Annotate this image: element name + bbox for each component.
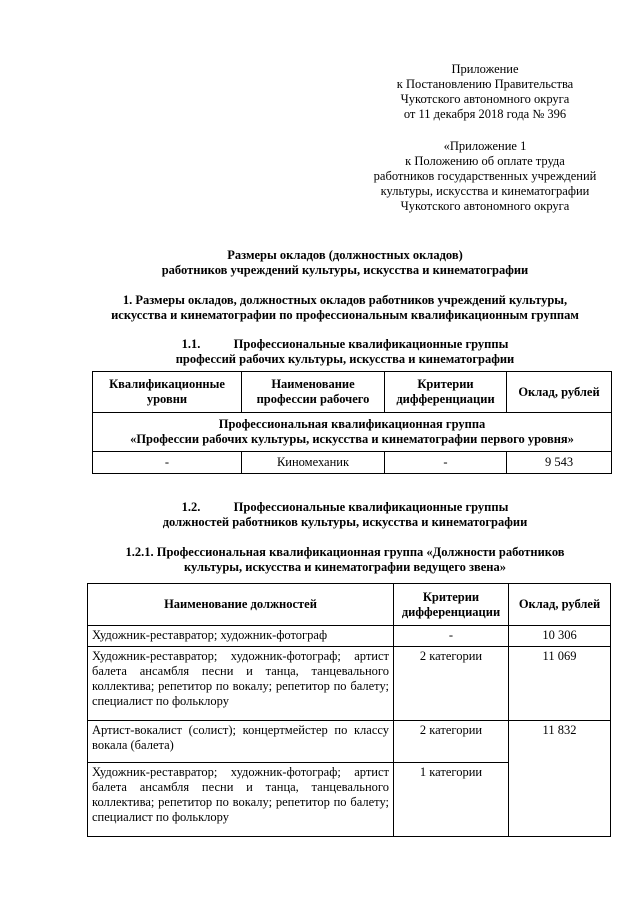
appendix-line: от 11 декабря 2018 года № 396 <box>403 107 567 121</box>
cell-position: Художник-реставратор; художник-фотограф; артист балета ансамбля песни и танца, танцевального коллектива; репетитор по вокалу; репетитор по балету; специалист по фольклору <box>88 763 394 837</box>
header-cell: Наименование профессии рабочего <box>242 372 385 413</box>
section-line: искусства и кинематографии по профессиональным квалификационным группам <box>111 308 579 322</box>
appendix-header <box>360 62 610 122</box>
group-title-line: «Профессии рабочих культуры, искусства и кинематографии первого уровня» <box>130 432 574 446</box>
section-1-heading <box>70 293 620 323</box>
title-line: работников учреждений культуры, искусства и кинематографии <box>161 263 529 277</box>
subsection-1-1-heading <box>70 337 620 367</box>
group-title-line: Профессиональная квалификационная группа <box>218 417 486 431</box>
appendix-line: работников государственных учреждений <box>373 169 597 183</box>
appendix-line: культуры, искусства и кинематографии <box>380 184 590 198</box>
cell-position: Художник-реставратор; художник-фотограф <box>88 626 394 647</box>
subsection-line: должностей работников культуры, искусства и кинематографии <box>162 515 528 529</box>
appendix-line: к Постановлению Правительства <box>396 77 574 91</box>
document-title <box>70 248 620 278</box>
table-workers <box>92 371 612 474</box>
table-group-row <box>93 413 612 452</box>
table-row <box>88 721 611 763</box>
cell-salary: 11 832 <box>509 721 611 837</box>
appendix-1-header <box>360 139 610 214</box>
group-title <box>93 413 612 452</box>
section-line: 1. Размеры окладов, должностных окладов работников учреждений культуры, <box>122 293 568 307</box>
subsection-1-2-1-heading <box>70 545 620 575</box>
cell-criteria: - <box>394 626 509 647</box>
subsection-line: 1.2.1. Профессиональная квалификационная группа «Должности работников <box>125 545 565 559</box>
header-cell: Наименование должностей <box>88 584 394 626</box>
cell-criteria: 2 категории <box>394 647 509 721</box>
cell-position: Художник-реставратор; художник-фотограф; артист балета ансамбля песни и танца, танцевального коллектива; репетитор по вокалу; репетитор по балету; специалист по фольклору <box>88 647 394 721</box>
header-cell: Критерии дифференциации <box>385 372 507 413</box>
cell-salary: 10 306 <box>509 626 611 647</box>
cell-salary: 9 543 <box>507 452 612 474</box>
table-row <box>88 647 611 721</box>
cell-criteria: - <box>385 452 507 474</box>
cell-profession: Киномеханик <box>242 452 385 474</box>
cell-criteria: 1 категории <box>394 763 509 837</box>
cell-salary: 11 069 <box>509 647 611 721</box>
subsection-line: Профессиональные квалификационные группы <box>233 500 509 514</box>
table-header-row <box>88 584 611 626</box>
appendix-line: «Приложение 1 <box>443 139 527 153</box>
subsection-line: профессий рабочих культуры, искусства и кинематографии <box>175 352 515 366</box>
header-cell: Критерии дифференциации <box>394 584 509 626</box>
subsection-line: культуры, искусства и кинематографии ведущего звена» <box>184 560 506 574</box>
subsection-number: 1.2. <box>181 500 201 514</box>
appendix-line: Чукотского автономного округа <box>400 199 570 213</box>
cell-position: Артист-вокалист (солист); концертмейстер по классу вокала (балета) <box>88 721 394 763</box>
table-row <box>88 626 611 647</box>
subsection-1-2-heading <box>70 500 620 530</box>
cell-level: - <box>93 452 242 474</box>
cell-criteria: 2 категории <box>394 721 509 763</box>
header-cell: Оклад, рублей <box>507 372 612 413</box>
header-cell: Квалификационные уровни <box>93 372 242 413</box>
appendix-line: Приложение <box>451 62 519 76</box>
table-positions <box>87 583 611 837</box>
table-row <box>93 452 612 474</box>
appendix-line: Чукотского автономного округа <box>400 92 570 106</box>
subsection-line: Профессиональные квалификационные группы <box>233 337 509 351</box>
subsection-number: 1.1. <box>181 337 201 351</box>
appendix-line: к Положению об оплате труда <box>405 154 565 168</box>
header-cell: Оклад, рублей <box>509 584 611 626</box>
title-line: Размеры окладов (должностных окладов) <box>227 248 463 262</box>
table-header-row <box>93 372 612 413</box>
